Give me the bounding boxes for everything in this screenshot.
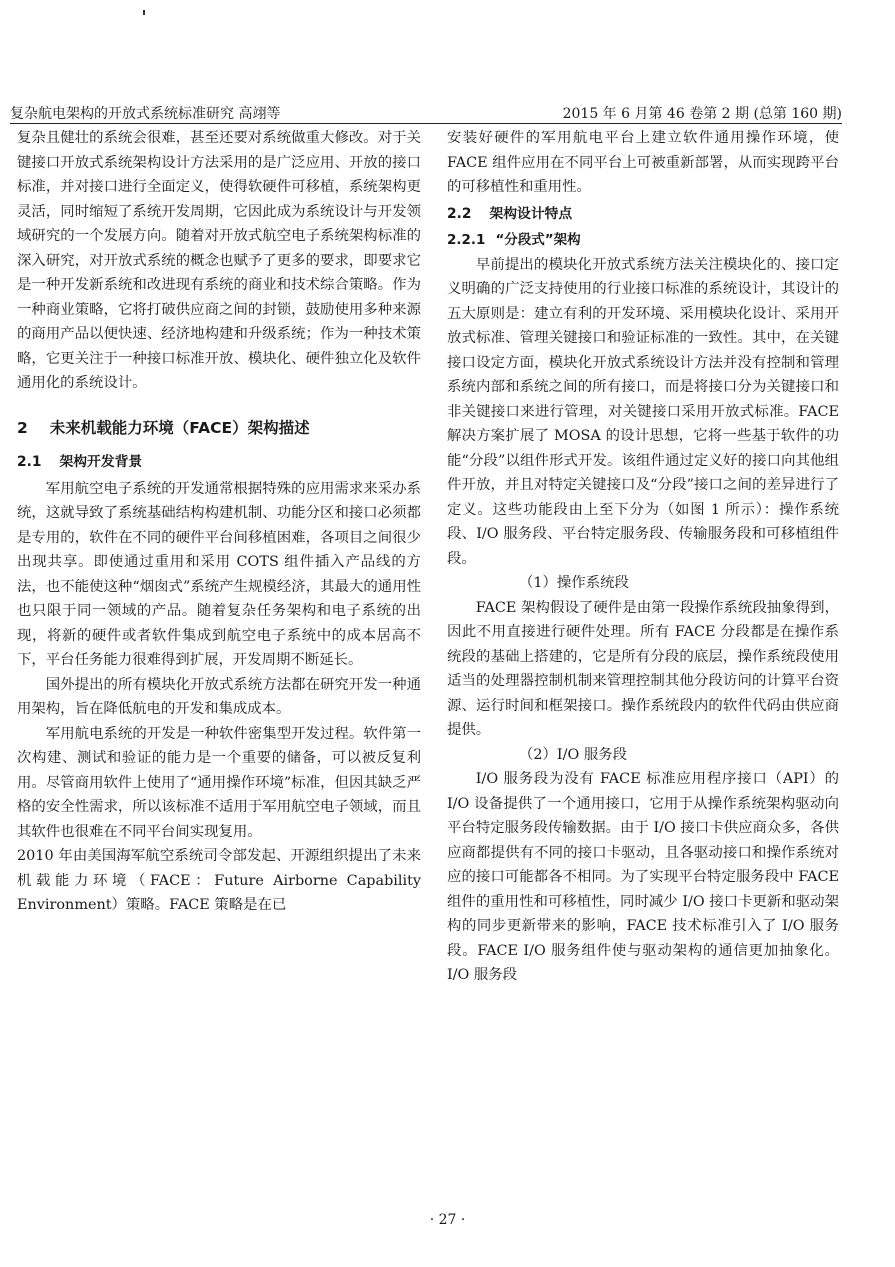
header-issue: 2015 年 6 月第 46 卷第 2 期 (总第 160 期) [562,106,842,122]
paragraph: 早前提出的模块化开放式系统方法关注模块化的、接口定义明确的广泛支持使用的行业接口标准的系统设计，其设计的五大原则是：建立有利的开发环境、采用模块化设计、采用开放式标准、管理关键接口和验证标准的一致性。其中，在关键接口设定方面，模块化开放式系统设计方法并没有控制和管理系统内部和系统之间的所有接口，而是将接口分为关键接口和非关键接口来进行管理，对关键接口采用开放式标准。FACE 解决方案扩展了 MOSA 的设计思想，它将一些基于软件的功能“分段”以组件形式开发。该组件通过定义好的接口向其他组件开放，并且对特定关键接口及“分段”接口之间的差异进行了定义。这些功能段由上至下分为（如图 1 所示）：操作系统段、I/O 服务段、平台特定服务段、传输服务段和可移植组件段。 [447,256,839,567]
list-item-heading: （1）操作系统段 [518,575,629,591]
paragraph: 2010 年由美国海军航空系统司令部发起、开源组织提出了未来机载能力环境（FACE：Future Airborne Capability Environment）策略。FACE 策略是在已 [17,848,421,913]
paragraph: I/O 服务段为没有 FACE 标准应用程序接口（API）的 I/O 设备提供了一个通用接口，它用于从操作系统架构驱动向平台特定服务段传输数据。由于 I/O 接口卡供应商众多，各供应商都提供有不同的接口卡驱动，且各驱动接口和操作系统对应的接口可能都各不相同。为了实现平台特定服务段中 FACE 组件的重用性和可移植性，同时减少 I/O 接口卡更新和驱动架构的同步更新带来的影响，FACE 技术标准引入了 I/O 服务段。FACE I/O 服务组件使与驱动架构的通信更加抽象化。I/O 服务段 [447,771,839,983]
section-number: 2.2 [447,205,472,222]
right-column [447,126,839,988]
section-title: “分段式”架构 [495,232,581,248]
page-number: · 27 · [429,1212,466,1228]
section-title: 未来机载能力环境（FACE）架构描述 [49,418,310,437]
paragraph: 军用航电系统的开发是一种软件密集型开发过程。软件第一次构建、测试和验证的能力是一个重要的储备，可以被反复利用。尽管商用软件上使用了“通用操作环境”标准，但因其缺乏严格的安全性需求，所以该标准不适用于军用航空电子领域，而且其软件也很难在不同平台间实现复用。 [17,725,421,840]
section-heading-2 [17,416,421,441]
section-heading-2-2-1 [447,228,839,253]
section-title: 架构开发背景 [59,454,143,470]
running-header [10,101,842,124]
paragraph: 安装好硬件的军用航电平台上建立软件通用操作环境，使 FACE 组件应用在不同平台上可被重新部署，从而实现跨平台的可移植性和重用性。 [447,130,839,195]
scan-mark [143,10,145,15]
paragraph: 复杂且健壮的系统会很难，甚至还要对系统做重大修改。对于关键接口开放式系统架构设计方法采用的是广泛应用、开放的接口标准，并对接口进行全面定义，使得软硬件可移植，系统架构更灵活，同时缩短了系统开发周期，它因此成为系统设计与开发领域研究的一个发展方向。随着对开放式航空电子系统架构标准的深入研究，对开放式系统的概念也赋予了更多的要求，即要求它是一种开发新系统和改进现有系统的商业和技术综合策略。作为一种商业策略，它将打破供应商之间的封锁，鼓励使用多种来源的商用产品以便快速、经济地构建和升级系统；作为一种技术策略，它更关注于一种接口标准开放、模块化、硬件独立化及软件通用化的系统设计。 [17,130,421,391]
section-number: 2.2.1 [447,232,486,248]
left-column [17,126,421,918]
paragraph: 国外提出的所有模块化开放式系统方法都在研究开发一种通用架构，旨在降低航电的开发和集成成本。 [17,676,421,717]
paragraph: FACE 架构假设了硬件是由第一段操作系统段抽象得到，因此不用直接进行硬件处理。所有 FACE 分段都是在操作系统段的基础上搭建的，它是所有分段的底层，操作系统段使用适当的处理器控制机制来管理控制其他分段访问的计算平台资源、运行时间和框架接口。操作系统段内的软件代码由供应商提供。 [447,599,839,738]
list-item-heading: （2）I/O 服务段 [518,746,627,763]
header-title: 复杂航电架构的开放式系统标准研究 高翊等 [10,106,281,122]
paragraph: 军用航空电子系统的开发通常根据特殊的应用需求来采办系统，这就导致了系统基础结构构建机制、功能分区和接口必须都是专用的，软件在不同的硬件平台间移植困难，各项目之间很少出现共享。即使通过重用和采用 COTS 组件插入产品线的方法，也不能使这种“烟囱式”系统产生规模经济，其最大的通用性也只限于同一领域的产品。随着复杂任务架构和电子系统的出现，将新的硬件或者软件集成到航空电子系统中的成本居高不下，平台任务能力很难得到扩展，开发周期不断延长。 [17,480,421,668]
section-heading-2-1 [17,450,421,475]
section-heading-2-2 [447,202,839,227]
section-number: 2.1 [17,454,42,470]
section-number: 2 [17,418,28,437]
section-title: 架构设计特点 [489,205,573,222]
